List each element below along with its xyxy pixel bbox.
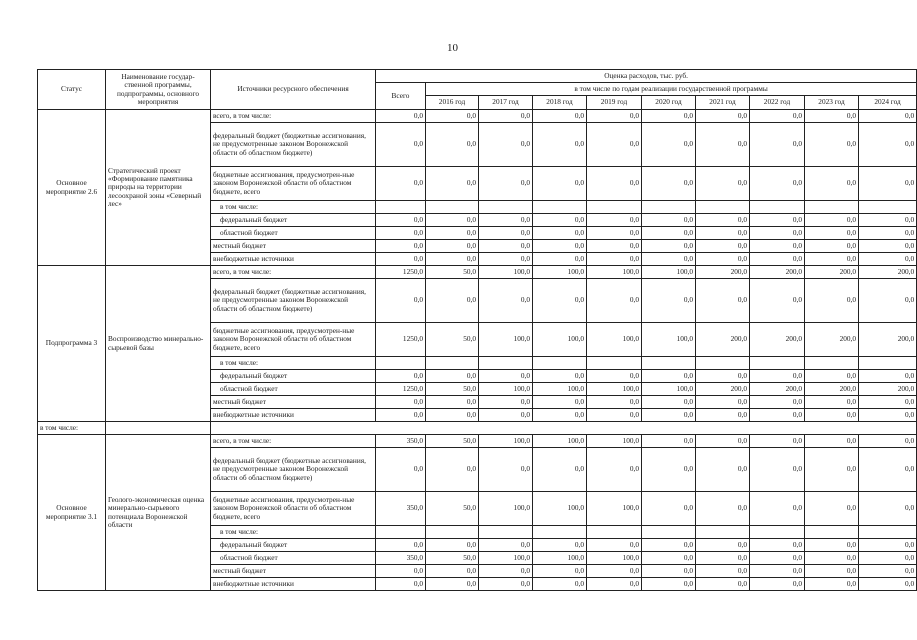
value-cell: 0,0 — [696, 409, 750, 422]
empty-cell — [533, 201, 587, 214]
value-cell: 0,0 — [376, 370, 426, 383]
total-header: Всего — [376, 83, 426, 110]
value-cell: 200,0 — [696, 266, 750, 279]
value-cell: 0,0 — [426, 110, 479, 123]
value-cell: 0,0 — [696, 253, 750, 266]
empty-cell — [376, 201, 426, 214]
value-cell: 0,0 — [587, 214, 642, 227]
value-cell: 0,0 — [426, 279, 479, 323]
value-cell: 0,0 — [533, 565, 587, 578]
value-cell: 100,0 — [642, 266, 696, 279]
value-cell: 0,0 — [479, 279, 533, 323]
value-cell: 0,0 — [533, 370, 587, 383]
source-cell: бюджетные ассигнования, предусмотрен-ные законом Воронежской области об областном бюджете, всего — [211, 167, 376, 201]
value-cell: 100,0 — [533, 323, 587, 357]
value-cell: 0,0 — [533, 214, 587, 227]
value-cell: 350,0 — [376, 552, 426, 565]
value-cell: 0,0 — [696, 110, 750, 123]
value-cell: 0,0 — [642, 370, 696, 383]
value-cell: 0,0 — [533, 110, 587, 123]
value-cell: 0,0 — [376, 565, 426, 578]
value-cell: 100,0 — [479, 552, 533, 565]
value-cell: 0,0 — [479, 578, 533, 591]
year-header: 2024 год — [859, 96, 917, 110]
empty-cell — [696, 526, 750, 539]
value-cell: 0,0 — [805, 409, 859, 422]
value-cell: 50,0 — [426, 435, 479, 448]
source-cell: федеральный бюджет — [211, 539, 376, 552]
value-cell: 100,0 — [587, 266, 642, 279]
value-cell: 0,0 — [696, 539, 750, 552]
value-cell: 0,0 — [750, 110, 805, 123]
value-cell: 350,0 — [376, 435, 426, 448]
separator-label: в том числе: — [38, 422, 106, 435]
empty-cell — [696, 357, 750, 370]
empty-cell — [587, 201, 642, 214]
source-cell: областной бюджет — [211, 552, 376, 565]
empty-cell — [642, 526, 696, 539]
value-cell: 0,0 — [750, 565, 805, 578]
value-cell: 0,0 — [859, 435, 917, 448]
source-cell: в том числе: — [211, 526, 376, 539]
empty-cell — [805, 357, 859, 370]
value-cell: 0,0 — [479, 370, 533, 383]
value-cell: 200,0 — [696, 323, 750, 357]
source-cell: бюджетные ассигнования, предусмотрен-ные законом Воронежской области об областном бюджете, всего — [211, 492, 376, 526]
value-cell: 0,0 — [587, 167, 642, 201]
value-cell: 0,0 — [805, 578, 859, 591]
value-cell: 0,0 — [859, 552, 917, 565]
value-cell: 0,0 — [426, 240, 479, 253]
value-cell: 0,0 — [642, 539, 696, 552]
value-cell: 0,0 — [750, 539, 805, 552]
value-cell: 0,0 — [750, 227, 805, 240]
value-cell: 0,0 — [479, 565, 533, 578]
value-cell: 0,0 — [696, 279, 750, 323]
empty-cell — [696, 201, 750, 214]
value-cell: 0,0 — [426, 409, 479, 422]
source-cell: местный бюджет — [211, 240, 376, 253]
value-cell: 0,0 — [587, 279, 642, 323]
value-cell: 100,0 — [587, 435, 642, 448]
empty-cell — [426, 526, 479, 539]
value-cell: 0,0 — [642, 492, 696, 526]
value-cell: 0,0 — [587, 539, 642, 552]
value-cell: 0,0 — [750, 492, 805, 526]
value-cell: 0,0 — [533, 578, 587, 591]
value-cell: 0,0 — [479, 253, 533, 266]
empty-cell — [587, 357, 642, 370]
year-header: 2023 год — [805, 96, 859, 110]
value-cell: 200,0 — [859, 323, 917, 357]
source-cell: местный бюджет — [211, 565, 376, 578]
source-cell: федеральный бюджет (бюджетные ассигнования, не предусмотренные законом Воронежской области об областном бюджете) — [211, 279, 376, 323]
value-cell: 0,0 — [750, 167, 805, 201]
value-cell: 0,0 — [479, 409, 533, 422]
value-cell: 0,0 — [805, 110, 859, 123]
value-cell: 0,0 — [376, 214, 426, 227]
value-cell: 0,0 — [376, 240, 426, 253]
value-cell: 1250,0 — [376, 383, 426, 396]
value-cell: 200,0 — [696, 383, 750, 396]
value-cell: 0,0 — [479, 227, 533, 240]
value-cell: 0,0 — [479, 448, 533, 492]
source-cell: всего, в том числе: — [211, 110, 376, 123]
value-cell: 0,0 — [376, 110, 426, 123]
value-cell: 0,0 — [859, 492, 917, 526]
year-header: 2020 год — [642, 96, 696, 110]
empty-cell — [859, 357, 917, 370]
value-cell: 0,0 — [750, 448, 805, 492]
value-cell: 0,0 — [805, 370, 859, 383]
value-cell: 0,0 — [642, 279, 696, 323]
year-header: 2016 год — [426, 96, 479, 110]
value-cell: 0,0 — [533, 279, 587, 323]
value-cell: 0,0 — [479, 214, 533, 227]
value-cell: 0,0 — [696, 435, 750, 448]
empty-cell — [587, 526, 642, 539]
source-cell: областной бюджет — [211, 383, 376, 396]
source-cell: федеральный бюджет (бюджетные ассигнования, не предусмотренные законом Воронежской области об областном бюджете) — [211, 448, 376, 492]
value-cell: 0,0 — [426, 214, 479, 227]
source-cell: внебюджетные источники — [211, 253, 376, 266]
source-cell: в том числе: — [211, 357, 376, 370]
value-cell: 0,0 — [479, 123, 533, 167]
source-cell: федеральный бюджет — [211, 370, 376, 383]
value-cell: 0,0 — [642, 565, 696, 578]
value-cell: 0,0 — [642, 227, 696, 240]
source-cell: федеральный бюджет (бюджетные ассигнования, не предусмотренные законом Воронежской области об областном бюджете) — [211, 123, 376, 167]
value-cell: 100,0 — [587, 552, 642, 565]
value-cell: 0,0 — [533, 409, 587, 422]
value-cell: 0,0 — [696, 552, 750, 565]
value-cell: 0,0 — [805, 539, 859, 552]
value-cell: 0,0 — [642, 396, 696, 409]
value-cell: 0,0 — [426, 227, 479, 240]
value-cell: 100,0 — [587, 383, 642, 396]
value-cell: 0,0 — [426, 396, 479, 409]
value-cell: 0,0 — [533, 123, 587, 167]
value-cell: 0,0 — [859, 565, 917, 578]
value-cell: 0,0 — [696, 578, 750, 591]
value-cell: 200,0 — [750, 323, 805, 357]
value-cell: 0,0 — [426, 565, 479, 578]
status-cell: Основное мероприятие 2.6 — [38, 110, 106, 266]
source-cell: федеральный бюджет — [211, 214, 376, 227]
value-cell: 0,0 — [750, 253, 805, 266]
name-header: Наименование государ-ственной программы, подпрограммы, основного мероприятия — [106, 70, 211, 110]
value-cell: 100,0 — [533, 552, 587, 565]
value-cell: 0,0 — [859, 123, 917, 167]
value-cell: 200,0 — [750, 383, 805, 396]
value-cell: 0,0 — [426, 253, 479, 266]
value-cell: 0,0 — [859, 214, 917, 227]
value-cell: 0,0 — [642, 214, 696, 227]
value-cell: 0,0 — [479, 167, 533, 201]
value-cell: 1250,0 — [376, 323, 426, 357]
value-cell: 0,0 — [479, 240, 533, 253]
value-cell: 0,0 — [376, 539, 426, 552]
table-header — [38, 70, 917, 110]
source-cell: областной бюджет — [211, 227, 376, 240]
year-header: 2021 год — [696, 96, 750, 110]
value-cell: 0,0 — [805, 492, 859, 526]
value-cell: 0,0 — [696, 370, 750, 383]
value-cell: 0,0 — [805, 565, 859, 578]
source-cell: внебюджетные источники — [211, 578, 376, 591]
source-cell: в том числе: — [211, 201, 376, 214]
value-cell: 0,0 — [587, 565, 642, 578]
table-row — [38, 110, 917, 123]
value-cell: 0,0 — [750, 123, 805, 167]
empty-cell — [859, 201, 917, 214]
value-cell: 0,0 — [805, 435, 859, 448]
name-cell: Стратегический проект «Формирование памятника природы на территории лесоохраной зоны «Северный лес» — [106, 110, 211, 266]
value-cell: 100,0 — [587, 323, 642, 357]
value-cell: 0,0 — [376, 253, 426, 266]
value-cell: 0,0 — [805, 396, 859, 409]
value-cell: 100,0 — [587, 492, 642, 526]
value-cell: 0,0 — [426, 578, 479, 591]
value-cell: 0,0 — [533, 167, 587, 201]
value-cell: 0,0 — [533, 227, 587, 240]
value-cell: 0,0 — [859, 370, 917, 383]
empty-cell — [642, 357, 696, 370]
empty-cell — [106, 422, 211, 435]
page-number: 10 — [447, 42, 458, 54]
value-cell: 0,0 — [642, 578, 696, 591]
value-cell: 0,0 — [376, 227, 426, 240]
value-cell: 0,0 — [696, 214, 750, 227]
name-cell: Геолого-экономическая оценка минерально-сырьевого потенциала Воронежской области — [106, 435, 211, 591]
source-cell: местный бюджет — [211, 396, 376, 409]
value-cell: 200,0 — [859, 266, 917, 279]
value-cell: 0,0 — [642, 167, 696, 201]
value-cell: 0,0 — [805, 214, 859, 227]
value-cell: 0,0 — [696, 448, 750, 492]
empty-cell — [642, 201, 696, 214]
value-cell: 50,0 — [426, 266, 479, 279]
value-cell: 200,0 — [805, 323, 859, 357]
value-cell: 0,0 — [479, 396, 533, 409]
estimate-header: Оценка расходов, тыс. руб. — [376, 70, 917, 83]
source-cell: всего, в том числе: — [211, 435, 376, 448]
value-cell: 0,0 — [426, 539, 479, 552]
value-cell: 0,0 — [376, 279, 426, 323]
value-cell: 0,0 — [587, 448, 642, 492]
value-cell: 100,0 — [479, 383, 533, 396]
value-cell: 0,0 — [750, 279, 805, 323]
value-cell: 0,0 — [642, 240, 696, 253]
value-cell: 0,0 — [533, 253, 587, 266]
source-cell: внебюджетные источники — [211, 409, 376, 422]
empty-cell — [376, 526, 426, 539]
value-cell: 100,0 — [479, 266, 533, 279]
value-cell: 0,0 — [805, 448, 859, 492]
value-cell: 0,0 — [750, 552, 805, 565]
table-row — [38, 266, 917, 279]
empty-cell — [533, 526, 587, 539]
year-header: 2017 год — [479, 96, 533, 110]
value-cell: 0,0 — [696, 396, 750, 409]
value-cell: 100,0 — [479, 492, 533, 526]
value-cell: 0,0 — [696, 123, 750, 167]
empty-cell — [750, 357, 805, 370]
source-cell: всего, в том числе: — [211, 266, 376, 279]
value-cell: 200,0 — [750, 266, 805, 279]
empty-cell — [211, 422, 917, 435]
table-row — [38, 435, 917, 448]
value-cell: 100,0 — [533, 492, 587, 526]
value-cell: 1250,0 — [376, 266, 426, 279]
value-cell: 0,0 — [376, 448, 426, 492]
value-cell: 0,0 — [642, 552, 696, 565]
value-cell: 200,0 — [805, 266, 859, 279]
value-cell: 0,0 — [642, 435, 696, 448]
value-cell: 0,0 — [750, 214, 805, 227]
value-cell: 0,0 — [859, 396, 917, 409]
value-cell: 0,0 — [859, 409, 917, 422]
value-cell: 0,0 — [696, 565, 750, 578]
empty-cell — [426, 201, 479, 214]
value-cell: 0,0 — [696, 492, 750, 526]
value-cell: 0,0 — [750, 396, 805, 409]
value-cell: 0,0 — [587, 370, 642, 383]
value-cell: 0,0 — [642, 409, 696, 422]
value-cell: 0,0 — [426, 167, 479, 201]
value-cell: 0,0 — [533, 240, 587, 253]
value-cell: 0,0 — [859, 539, 917, 552]
empty-cell — [479, 357, 533, 370]
value-cell: 100,0 — [533, 266, 587, 279]
value-cell: 0,0 — [642, 123, 696, 167]
value-cell: 0,0 — [587, 110, 642, 123]
value-cell: 100,0 — [479, 323, 533, 357]
budget-table — [37, 69, 917, 591]
value-cell: 0,0 — [587, 227, 642, 240]
empty-cell — [479, 201, 533, 214]
value-cell: 0,0 — [750, 578, 805, 591]
empty-cell — [376, 357, 426, 370]
name-cell: Воспроизводство минерально-сырьевой базы — [106, 266, 211, 422]
value-cell: 0,0 — [587, 396, 642, 409]
empty-cell — [750, 201, 805, 214]
value-cell: 0,0 — [376, 167, 426, 201]
value-cell: 0,0 — [376, 409, 426, 422]
status-header: Статус — [38, 70, 106, 110]
value-cell: 50,0 — [426, 552, 479, 565]
empty-cell — [533, 357, 587, 370]
value-cell: 50,0 — [426, 323, 479, 357]
value-cell: 0,0 — [642, 110, 696, 123]
value-cell: 0,0 — [805, 123, 859, 167]
value-cell: 0,0 — [750, 409, 805, 422]
empty-cell — [859, 526, 917, 539]
value-cell: 0,0 — [805, 227, 859, 240]
value-cell: 0,0 — [859, 448, 917, 492]
value-cell: 0,0 — [587, 409, 642, 422]
value-cell: 0,0 — [750, 370, 805, 383]
empty-cell — [479, 526, 533, 539]
value-cell: 0,0 — [533, 539, 587, 552]
value-cell: 0,0 — [859, 253, 917, 266]
value-cell: 0,0 — [859, 227, 917, 240]
value-cell: 0,0 — [587, 578, 642, 591]
value-cell: 0,0 — [805, 253, 859, 266]
status-cell: Подпрограмма 3 — [38, 266, 106, 422]
value-cell: 0,0 — [750, 435, 805, 448]
value-cell: 0,0 — [376, 396, 426, 409]
year-header: 2022 год — [750, 96, 805, 110]
value-cell: 0,0 — [859, 578, 917, 591]
value-cell: 100,0 — [533, 383, 587, 396]
value-cell: 100,0 — [642, 323, 696, 357]
value-cell: 0,0 — [587, 240, 642, 253]
value-cell: 0,0 — [642, 253, 696, 266]
value-cell: 0,0 — [533, 396, 587, 409]
value-cell: 0,0 — [805, 240, 859, 253]
empty-cell — [805, 526, 859, 539]
value-cell: 0,0 — [587, 253, 642, 266]
value-cell: 0,0 — [426, 448, 479, 492]
by-years-header: в том числе по годам реализации государственной программы — [426, 83, 917, 96]
empty-cell — [750, 526, 805, 539]
sources-header: Источники ресурсного обеспечения — [211, 70, 376, 110]
value-cell: 0,0 — [426, 123, 479, 167]
value-cell: 0,0 — [859, 279, 917, 323]
year-header: 2018 год — [533, 96, 587, 110]
value-cell: 0,0 — [805, 279, 859, 323]
value-cell: 0,0 — [750, 240, 805, 253]
status-cell: Основное мероприятие 3.1 — [38, 435, 106, 591]
value-cell: 0,0 — [696, 227, 750, 240]
value-cell: 50,0 — [426, 492, 479, 526]
separator-row — [38, 422, 917, 435]
value-cell: 0,0 — [479, 110, 533, 123]
source-cell: бюджетные ассигнования, предусмотрен-ные законом Воронежской области об областном бюджете, всего — [211, 323, 376, 357]
value-cell: 0,0 — [587, 123, 642, 167]
value-cell: 350,0 — [376, 492, 426, 526]
empty-cell — [426, 357, 479, 370]
value-cell: 0,0 — [859, 240, 917, 253]
value-cell: 0,0 — [376, 123, 426, 167]
value-cell: 100,0 — [642, 383, 696, 396]
value-cell: 0,0 — [479, 539, 533, 552]
value-cell: 0,0 — [696, 240, 750, 253]
value-cell: 0,0 — [859, 110, 917, 123]
value-cell: 0,0 — [642, 448, 696, 492]
value-cell: 0,0 — [696, 167, 750, 201]
value-cell: 0,0 — [376, 578, 426, 591]
value-cell: 100,0 — [479, 435, 533, 448]
value-cell: 0,0 — [805, 167, 859, 201]
value-cell: 0,0 — [426, 370, 479, 383]
value-cell: 50,0 — [426, 383, 479, 396]
empty-cell — [805, 201, 859, 214]
value-cell: 100,0 — [533, 435, 587, 448]
value-cell: 200,0 — [805, 383, 859, 396]
value-cell: 0,0 — [859, 167, 917, 201]
value-cell: 200,0 — [859, 383, 917, 396]
value-cell: 0,0 — [805, 552, 859, 565]
value-cell: 0,0 — [533, 448, 587, 492]
year-header: 2019 год — [587, 96, 642, 110]
